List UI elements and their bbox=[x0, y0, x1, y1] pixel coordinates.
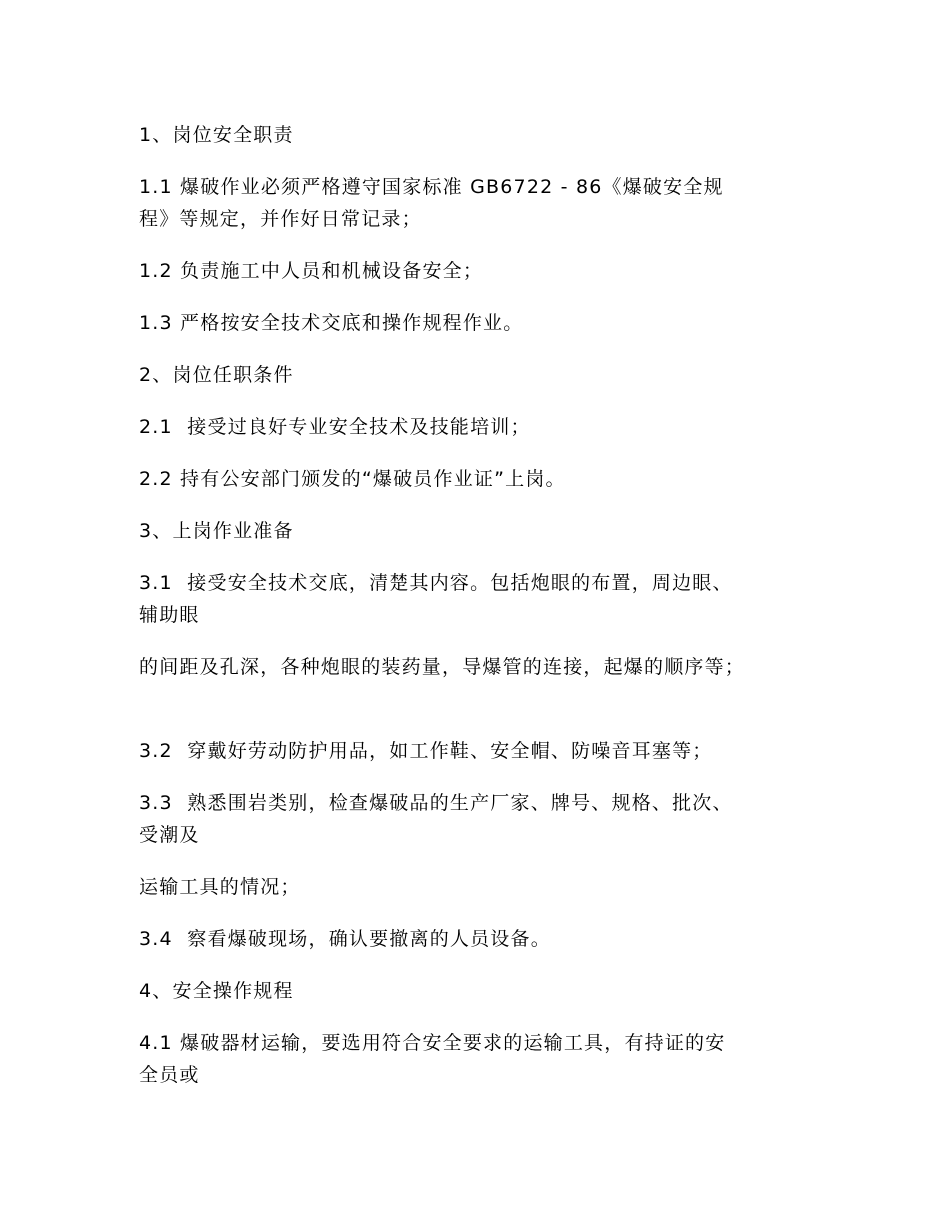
paragraph-1-1: 1.1 爆破作业必须严格遵守国家标准 GB6722 - 86《爆破安全规 程》等规定，并作好日常记录； bbox=[139, 176, 724, 230]
paragraph-3-3: 3.3 熟悉围岩类别，检查爆破品的生产厂家、牌号、规格、批次、 受潮及 bbox=[139, 792, 733, 846]
paragraph-3-3-continued: 运输工具的情况； bbox=[139, 876, 301, 898]
section-heading-1: 1、岗位安全职责 bbox=[139, 124, 294, 146]
paragraph-2-2: 2.2 持有公安部门颁发的“爆破员作业证”上岗。 bbox=[139, 468, 566, 490]
paragraph-2-1: 2.1 接受过良好专业安全技术及技能培训； bbox=[139, 416, 531, 438]
paragraph-1-2: 1.2 负责施工中人员和机械设备安全； bbox=[139, 260, 484, 282]
paragraph-3-4: 3.4 察看爆破现场，确认要撤离的人员设备。 bbox=[139, 928, 551, 950]
paragraph-3-1-continued: 的间距及孔深，各种炮眼的装药量，导爆管的连接，起爆的顺序等； bbox=[139, 656, 746, 678]
paragraph-1-3: 1.3 严格按安全技术交底和操作规程作业。 bbox=[139, 312, 524, 334]
paragraph-3-2: 3.2 穿戴好劳动防护用品，如工作鞋、安全帽、防噪音耳塞等； bbox=[139, 740, 713, 762]
section-heading-4: 4、安全操作规程 bbox=[139, 980, 294, 1002]
paragraph-4-1: 4.1 爆破器材运输，要选用符合安全要求的运输工具，有持证的安 全员或 bbox=[139, 1032, 726, 1086]
paragraph-3-1: 3.1 接受安全技术交底，清楚其内容。包括炮眼的布置，周边眼、 辅助眼 bbox=[139, 572, 733, 626]
section-heading-2: 2、岗位任职条件 bbox=[139, 364, 294, 386]
document-body bbox=[139, 119, 829, 1111]
section-heading-3: 3、上岗作业准备 bbox=[139, 520, 294, 542]
